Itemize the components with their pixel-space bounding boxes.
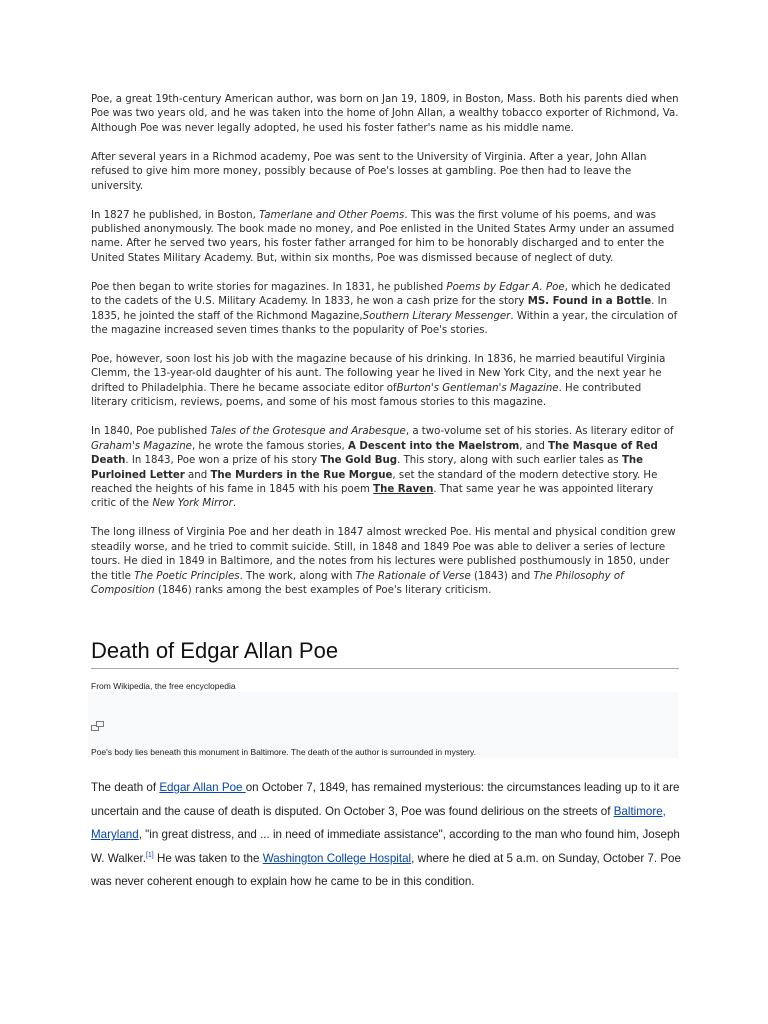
- article-body: The death of Edgar Allan Poe on October 7, 1849, has remained mysterious: the circumstances leading up to it are uncertain and the cause of death is disputed. On October 3, Poe was found delirious on the streets of Baltimore, Maryland, "in great distress, and ... in need of immediate assistance", according to the man who found him, Joseph W. Walker.[1] He was taken to the Washington College Hospital, where he died at 5 a.m. on Sunday, October 7. Poe was never coherent enough to explain how he came to be in this condition.: [91, 781, 681, 889]
- poem-title: The Raven: [373, 483, 434, 495]
- story-title: The Purloined Letter: [91, 455, 644, 481]
- magazine-title: New York Mirror: [152, 498, 233, 510]
- magazine-title: Burton's Gentleman's Magazine: [396, 382, 559, 394]
- link-washington-college-hospital[interactable]: Washington College Hospital: [262, 851, 412, 865]
- bio-paragraph-6: In 1840, Poe published Tales of the Grotesque and Arabesque, a two-volume set of his stories. As literary editor of Graham's Magazine, he wrote the famous stories, A Descent into the Maelstrom, and The Masque of Red Death. In 1843, Poe won a prize of his story The Gold Bug. This story, along with such earlier tales as The Purloined Letter and The Murders in the Rue Morgue, set the standard of the modern detective story. He reached the heights of his fame in 1845 with his poem The Raven. That same year he was appointed literary critic of the New York Mirror.: [91, 426, 674, 510]
- story-title: The Masque of Red Death: [91, 440, 658, 467]
- story-title: The Murders in the Rue Morgue: [210, 469, 393, 481]
- story-title: MS. Found in a Bottle: [527, 296, 652, 308]
- image-caption: Poe's body lies beneath this monument in Baltimore. The death of the author is surrounded in mystery.: [91, 747, 476, 757]
- book-title: The Rationale of Verse: [355, 570, 471, 582]
- link-baltimore-maryland[interactable]: Baltimore, Maryland: [91, 804, 666, 842]
- article-source: From Wikipedia, the free encyclopedia: [91, 681, 236, 691]
- bio-paragraph-3: In 1827 he published, in Boston, Tamerlane and Other Poems. This was the first volume of his poems, and was published anonymously. The book made no money, and Poe enlisted in the United States Army under an assumed name. After he served two years, his foster father arranged for him to be honorably discharged and to enter the United States Military Academy. But, within six months, Poe was dismissed because of neglect of duty.: [91, 209, 675, 264]
- bio-paragraph-2: After several years in a Richmod academy, Poe was sent to the University of Virginia. After a year, John Allan refused to give him more money, possibly because of Poe's losses at gambling. Poe then had to leave the university.: [91, 151, 647, 192]
- book-title: Tales of the Grotesque and Arabesque: [210, 426, 406, 438]
- enlarge-image-icon[interactable]: [91, 717, 105, 728]
- book-title: Poems by Edgar A. Poe: [446, 281, 565, 293]
- magazine-title: Southern Literary Messenger: [362, 310, 511, 322]
- story-title: The Gold Bug: [320, 455, 398, 467]
- book-title: Tamerlane and Other Poems: [259, 209, 405, 221]
- book-title: The Philosophy of Composition: [91, 570, 624, 596]
- magazine-title: Graham's Magazine: [91, 440, 192, 452]
- article-title: Death of Edgar Allan Poe: [91, 638, 679, 669]
- image-thumbnail: [88, 692, 678, 758]
- link-edgar-allan-poe[interactable]: Edgar Allan Poe: [159, 781, 246, 794]
- bio-paragraph-5: Poe, however, soon lost his job with the magazine because of his drinking. In 1836, he married beautiful Virginia Clemm, the 13-year-old daughter of his aunt. The following year he lived in New York City, and the next year he drifted to Philadelphia. There he became associate editor ofBurton's Gentleman's Magazine. He contributed literary criticism, reviews, poems, and some of his most famous stories to this magazine.: [91, 354, 666, 409]
- bio-paragraph-4: Poe then began to write stories for magazines. In 1831, he published Poems by Edgar A. Poe, which he dedicated to the cadets of the U.S. Military Academy. In 1833, he won a cash prize for the story MS. Found in a Bottle. In 1835, he jointed the staff of the Richmond Magazine,Southern Literary Messenger. Within a year, the circulation of the magazine increased seven times thanks to the popularity of Poe's stories.: [91, 281, 678, 337]
- citation-link[interactable]: [1]: [145, 851, 154, 859]
- story-title: A Descent into the Maelstrom: [347, 440, 520, 452]
- biography-text: [91, 93, 679, 613]
- book-title: The Poetic Principles: [134, 570, 240, 582]
- enlarge-image-icon-graphic: [91, 721, 105, 732]
- bio-paragraph-1: Poe, a great 19th-century American author, was born on Jan 19, 1809, in Boston, Mass. Both his parents died when Poe was two years old, and he was taken into the home of John Allan, a wealthy tobacco exporter of Richmond, Va. Although Poe was never legally adopted, he used his foster father's name as his middle name.: [91, 94, 679, 134]
- bio-paragraph-7: The long illness of Virginia Poe and her death in 1847 almost wrecked Poe. His mental and physical condition grew steadily worse, and he tried to commit suicide. Still, in 1848 and 1849 Poe was able to deliver a series of lecture tours. He died in 1849 in Baltimore, and the notes from his lectures were published posthumously in 1850, under the title The Poetic Principles. The work, along with The Rationale of Verse (1843) and The Philosophy of Composition (1846) ranks among the best examples of Poe's literary criticism.: [91, 527, 676, 596]
